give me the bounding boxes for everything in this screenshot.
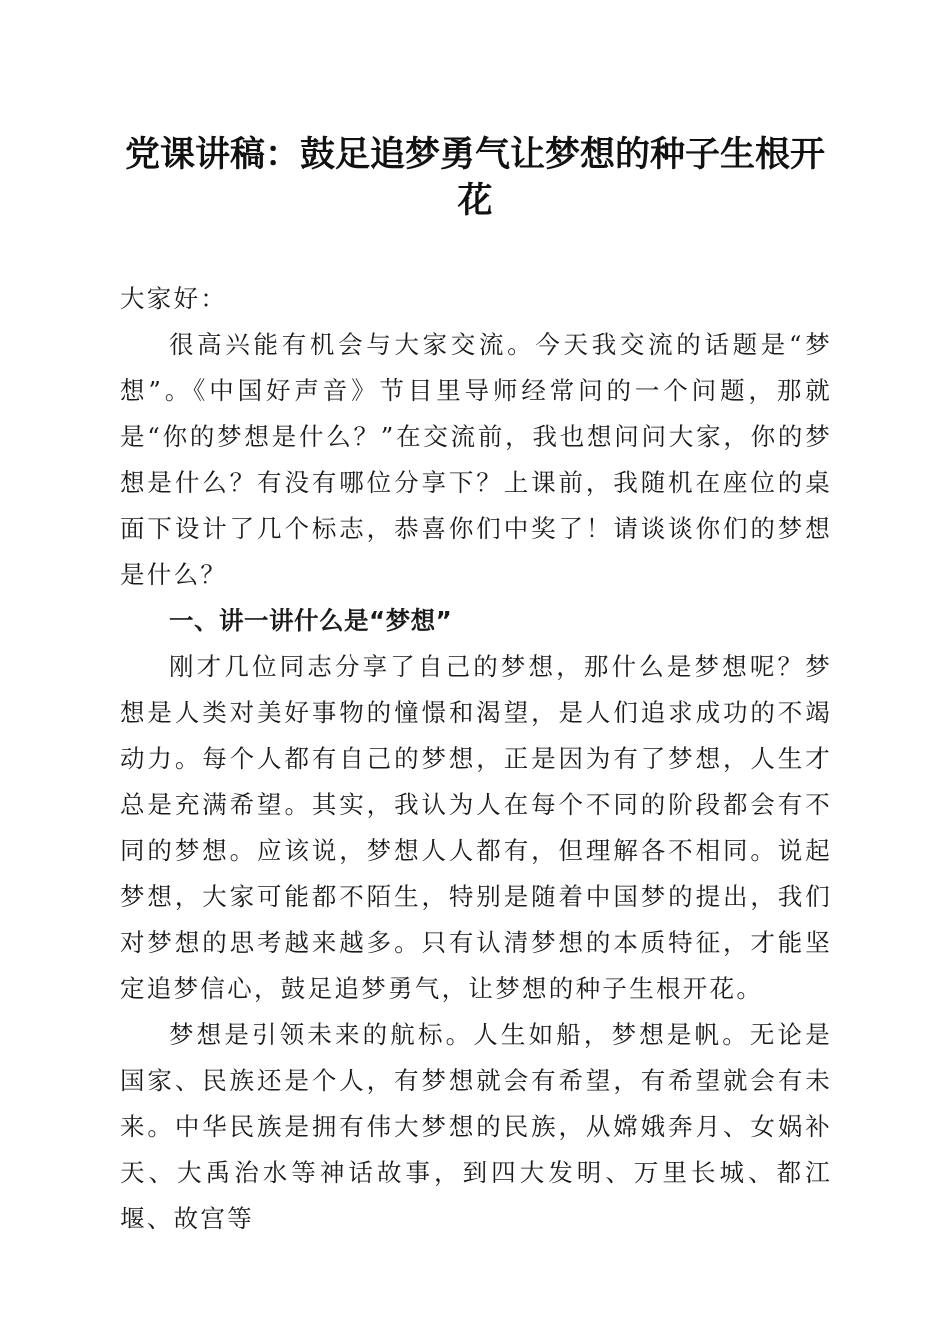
section-heading: 一、讲一讲什么是“梦想” [169, 606, 453, 635]
paragraph-what-is-dream: 刚才几位同志分享了自己的梦想，那什么是梦想呢？梦想是人类对美好事物的憧憬和渴望，是人们追求成功的不竭动力。每个人都有自己的梦想，正是因为有了梦想，人生才总是充满希望。其实，我认为人在每个不同的阶段都会有不同的梦想。应该说，梦想人人都有，但理解各不相同。说起梦想，大家可能都不陌生，特别是随着中国梦的提出，我们对梦想的思考越来越多。只有认清梦想的本质特征，才能坚定追梦信心，鼓足追梦勇气，让梦想的种子生根开花。 [120, 652, 832, 1003]
document-body [120, 276, 832, 1242]
paragraph-intro: 很高兴能有机会与大家交流。今天我交流的话题是“梦想”。《中国好声音》节目里导师经常问的一个问题，那就是“你的梦想是什么？”在交流前，我也想问问大家，你的梦想是什么？有没有哪位分享下？上课前，我随机在座位的桌面下设计了几个标志，恭喜你们中奖了！请谈谈你们的梦想是什么？ [120, 330, 832, 589]
salutation: 大家好： [120, 284, 228, 313]
document-title: 党课讲稿：鼓足追梦勇气让梦想的种子生根开花 [124, 134, 825, 221]
paragraph-dream-beacon: 梦想是引领未来的航标。人生如船，梦想是帆。无论是国家、民族还是个人，有梦想就会有希望，有希望就会有未来。中华民族是拥有伟大梦想的民族，从嫦娥奔月、女娲补天、大禹治水等神话故事，到四大发明、万里长城、都江堰、故宫等 [120, 1020, 832, 1233]
